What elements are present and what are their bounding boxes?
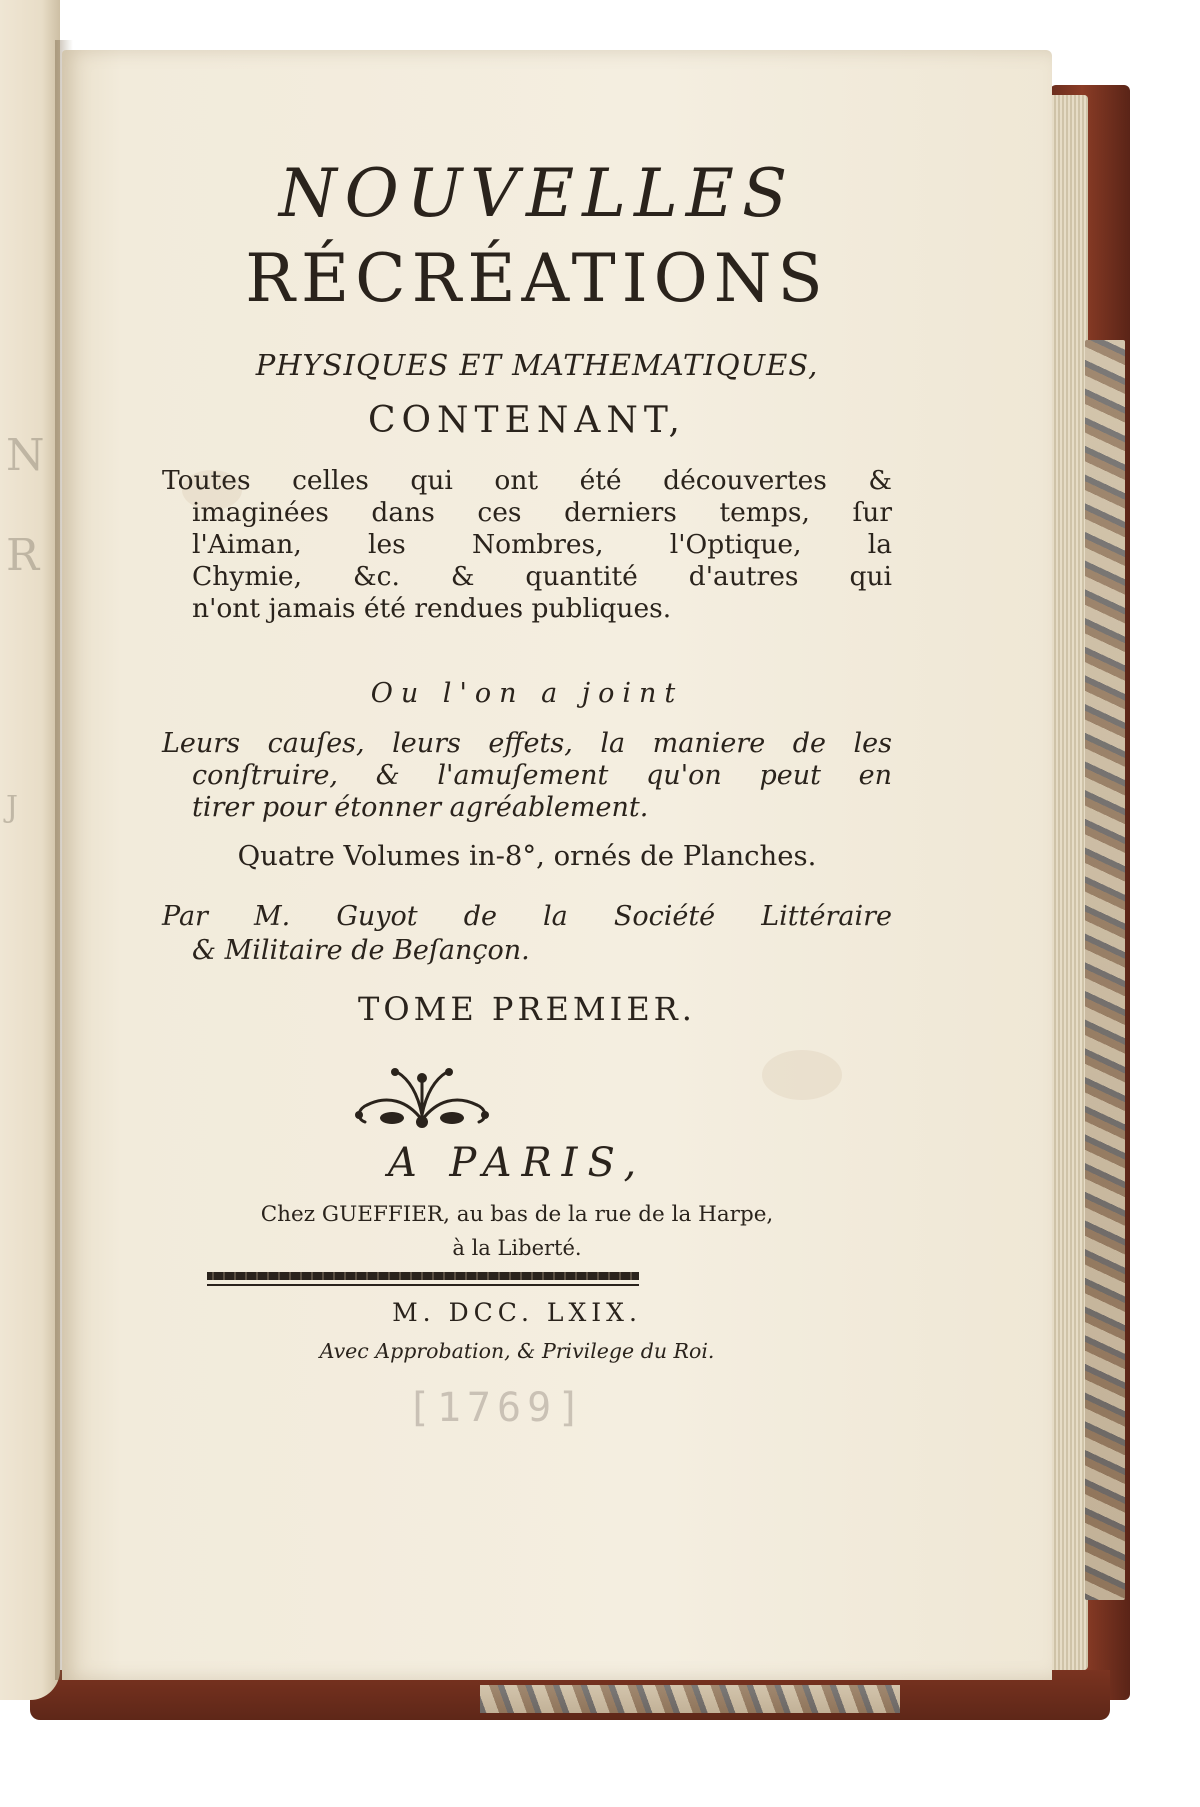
leurs-line: conſtruire, & l'amuſement qu'on peut en [192, 760, 892, 791]
description-line: Toutes celles qui ont été découvertes & [162, 465, 892, 496]
volumes-line: Quatre Volumes in-8°, ornés de Planches. [237, 840, 817, 872]
ou-lon-a-joint: Ou l'on a joint [370, 678, 684, 709]
marbled-endpaper-bottom [480, 1685, 900, 1713]
author-paragraph [162, 900, 892, 968]
subtitle: PHYSIQUES ET MATHEMATIQUES, [255, 348, 819, 382]
description-line: l'Aiman, les Nombres, l'Optique, la [192, 529, 892, 560]
show-through-mark: J [6, 790, 19, 825]
description-paragraph [162, 465, 892, 625]
leurs-line: Leurs cauſes, leurs effets, la maniere de les [162, 728, 892, 759]
tome-heading: TOME PREMIER. [358, 990, 696, 1028]
leurs-paragraph [162, 728, 892, 824]
ornamental-rule [207, 1272, 639, 1280]
privilege-line: Avec Approbation, & Privilege du Roi. [319, 1339, 715, 1363]
author-line: & Militaire de Beſançon. [192, 935, 530, 966]
pencil-annotation: [1769] [406, 1385, 588, 1431]
publisher-line-1: Chez GUEFFIER, au bas de la rue de la Harpe, [260, 1202, 774, 1227]
description-line: n'ont jamais été rendues publiques. [192, 593, 672, 624]
marbled-endpaper [1085, 340, 1125, 1600]
show-through-mark: R [6, 530, 40, 581]
title-line-1: NOUVELLES [278, 155, 796, 232]
publisher-line-2: à la Liberté. [452, 1236, 582, 1260]
description-line: imaginées dans ces derniers temps, ſur [192, 497, 892, 528]
title-page [62, 50, 1052, 1680]
title-line-2: RÉCRÉATIONS [245, 240, 829, 317]
show-through-mark: N [6, 430, 45, 481]
place-of-publication: A PARIS, [387, 1140, 647, 1186]
foxing-spot [762, 1050, 842, 1100]
printers-ornament-icon [347, 1060, 497, 1130]
thin-rule [207, 1284, 639, 1286]
description-line: Chymie, &c. & quantité d'autres qui [192, 561, 892, 592]
author-line: Par M. Guyot de la Société Littéraire [162, 901, 892, 932]
publication-year: M. DCC. LXIX. [392, 1298, 642, 1327]
contenant-heading: CONTENANT, [367, 400, 686, 441]
leurs-line: tirer pour étonner agréablement. [192, 792, 649, 823]
